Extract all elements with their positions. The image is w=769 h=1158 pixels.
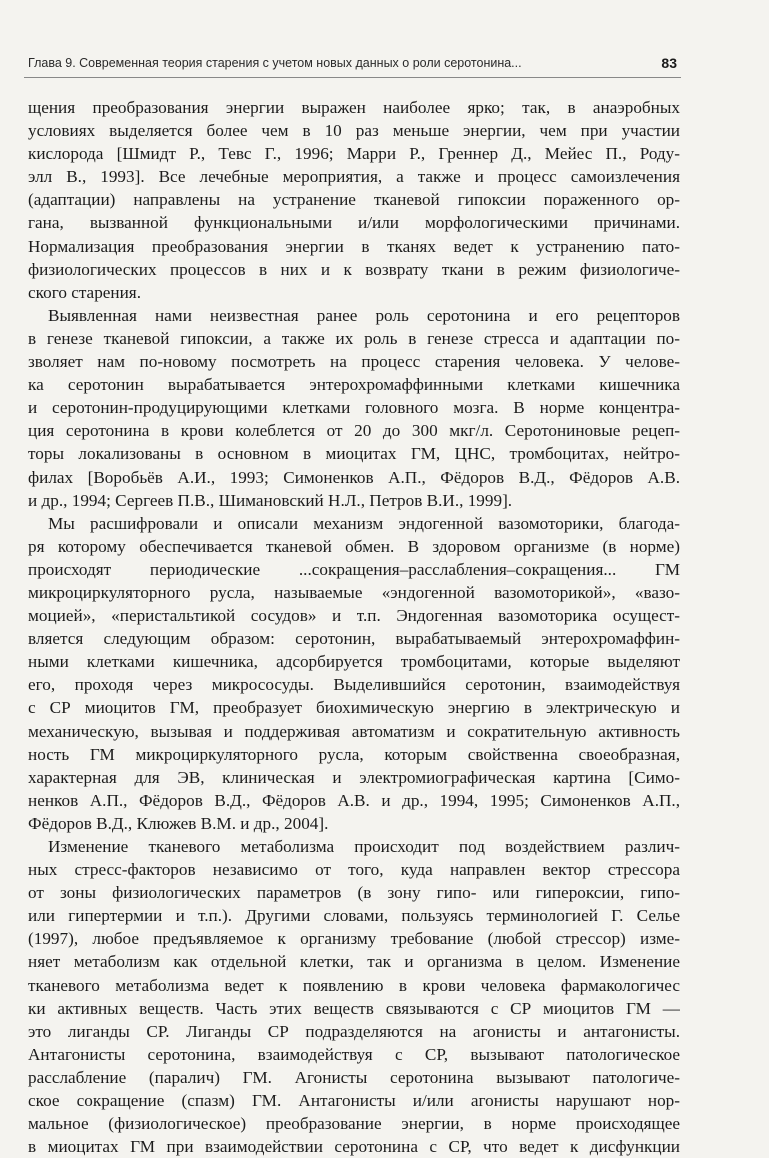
text-line: с СР миоцитов ГМ, преобразует биохимическую энергию в электрическую и [28,698,680,718]
text-line: Мы расшифровали и описали механизм эндогенной вазомоторики, благода- [48,513,680,533]
text-line: ных стресс-факторов независимо от того, куда направлен вектор стрессора [28,860,680,880]
text-line: ненков А.П., Фёдоров В.Д., Фёдоров А.В. и др., 1994, 1995; Симоненков А.П., [28,790,680,810]
header-divider [24,77,681,78]
text-line: ское сокращение (спазм) ГМ. Антагонисты и/или агонисты нарушают нор- [28,1091,680,1111]
text-line: характерная для ЭВ, клиническая и электромиографическая картина [Симо- [28,767,680,787]
text-line: ными клетками кишечника, адсорбируется тромбоцитами, которые выделяют [28,652,680,672]
running-header: Глава 9. Современная теория старения с учетом новых данных о роли серотонина... [28,56,522,70]
text-line: его, проходя через микрососуды. Выделившийся серотонин, взаимодействуя [28,675,680,695]
text-line: в миоцитах ГМ при взаимодействии серотонина с СР, что ведет к дисфункции [28,1137,680,1157]
text-line: зволяет нам по-новому посмотреть на процесс старения человека. У челове- [28,352,680,372]
text-line: филах [Воробьёв А.И., 1993; Симоненков А.П., Фёдоров В.Д., Фёдоров А.В. [28,467,680,487]
text-line: микроциркуляторного русла, называемые «эндогенной вазомоторикой», «вазо- [28,582,680,602]
text-line: условиях выделяется более чем в 10 раз меньше энергии, чем при участии [28,121,680,141]
text-line: ки активных веществ. Часть этих веществ связываются с СР миоцитов ГМ — [28,998,680,1018]
text-line: элл В., 1993]. Все лечебные мероприятия, а также и процесс самоизлечения [28,167,680,187]
body-text [28,96,680,1158]
text-line: и др., 1994; Сергеев П.В., Шимановский Н.Л., Петров В.И., 1999]. [28,490,513,510]
text-line: торы локализованы в основном в миоцитах ГМ, ЦНС, тромбоцитах, нейтро- [28,444,680,464]
text-line: моцией», «перистальтикой сосудов» и т.п. Эндогенная вазомоторика осущест- [28,606,680,626]
text-line: в генезе тканевой гипоксии, а также их роль в генезе стресса и адаптации по- [28,328,680,348]
text-line: ность ГМ микроциркуляторного русла, которым свойственна своеобразная, [28,744,680,764]
text-line: щения преобразования энергии выражен наиболее ярко; так, в анаэробных [28,98,680,117]
text-line: няет метаболизм как отдельной клетки, так и организма в целом. Изменение [28,952,680,972]
text-line: от зоны физиологических параметров (в зону гипо- или гипероксии, гипо- [28,883,680,903]
text-line: ка серотонин вырабатывается энтерохромаффинными клетками кишечника [28,375,680,395]
text-line: Нормализация преобразования энергии в тканях ведет к устранению пато- [28,236,680,256]
text-line: ского старения. [28,282,142,302]
text-line: физиологических процессов в них и к возврату ткани в режим физиологиче- [28,259,680,279]
text-line: мальное (физиологическое) преобразование энергии, в норме происходящее [28,1114,680,1134]
text-line: или гипертермии и т.п.). Другими словами, пользуясь терминологией Г. Селье [28,906,680,926]
text-line: и серотонин-продуцирующими клетками головного мозга. В норме концентра- [28,398,680,418]
text-line: Антагонисты серотонина, взаимодействуя с СР, вызывают патологическое [28,1044,680,1064]
text-line: ция серотонина в крови колеблется от 20 до 300 мкг/л. Серотониновые рецеп- [28,421,680,441]
text-line: происходят периодические ...сокращения–расслабления–сокращения... ГМ [28,559,680,579]
text-line: (адаптации) направлены на устранение тканевой гипоксии пораженного ор- [28,190,680,210]
page-number: 83 [661,55,677,71]
text-line: (1997), любое предъявляемое к организму требование (любой стрессор) изме- [28,929,680,949]
text-line: вляется следующим образом: серотонин, вырабатываемый энтерохромаффин- [28,629,680,649]
text-line: тканевого метаболизма ведет к появлению в крови человека фармакологичес [28,975,680,995]
text-line: ря которому обеспечивается тканевой обмен. В здоровом организме (в норме) [28,536,680,556]
text-line: Фёдоров В.Д., Клюжев В.М. и др., 2004]. [28,813,329,833]
text-line: это лиганды СР. Лиганды СР подразделяются на агонисты и антагонисты. [28,1021,680,1041]
text-line: Выявленная нами неизвестная ранее роль серотонина и его рецепторов [48,305,680,325]
text-line: гана, вызванной функциональными и/или морфологическими причинами. [28,213,680,233]
text-line: Изменение тканевого метаболизма происходит под воздействием различ- [48,837,680,856]
text-line: механическую, вызывая и поддерживая автоматизм и сократительную активность [28,721,680,741]
text-line: расслабление (паралич) ГМ. Агонисты серотонина вызывают патологиче- [28,1067,680,1087]
text-line: кислорода [Шмидт Р., Тевс Г., 1996; Марри Р., Греннер Д., Мейес П., Роду- [28,144,680,164]
